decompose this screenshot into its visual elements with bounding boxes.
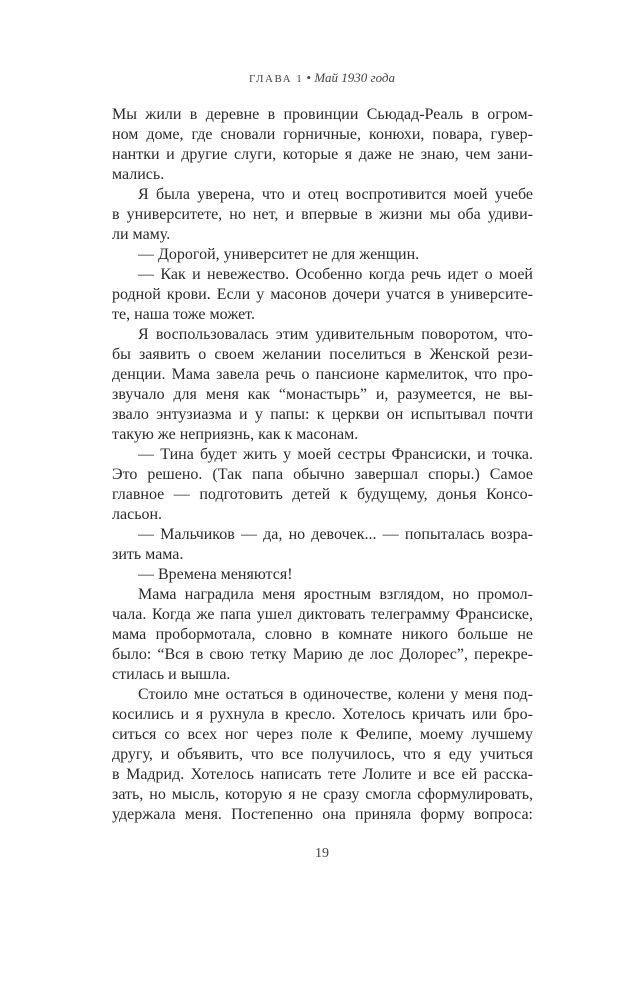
text-line: было: “Вся в свою тетку Марию де лос Долорес”, перекре-	[112, 646, 533, 663]
text-line: — Времена меняются!	[138, 566, 293, 583]
text-line: Это решено. (Так папа обычно завершал споры.) Самое	[112, 466, 533, 483]
text-line: — Тина будет жить у моей сестры Франсиски, и точка.	[138, 446, 533, 463]
text-line: Мама наградила меня яростным взглядом, но промол-	[138, 586, 533, 603]
text-line: ласьон.	[112, 506, 163, 523]
text-line: удержала меня. Постепенно она приняла форму вопроса:	[112, 806, 533, 823]
text-line: зать, но мысль, которую я не сразу смогла сформулировать,	[112, 786, 533, 803]
text-line: такую же неприязнь, как к масонам.	[112, 426, 359, 443]
text-line: нантки и другие слуги, которые я даже не знаю, чем зани-	[112, 146, 533, 163]
text-line: те, наша тоже может.	[112, 306, 255, 323]
text-line: ли маму.	[112, 226, 171, 243]
text-line: бы заявить о своем желании поселиться в Женской рези-	[112, 346, 533, 363]
chapter-label: ГЛАВА 1	[249, 73, 304, 85]
text-line: — Дорогой, университет не для женщин.	[138, 246, 420, 263]
page-number: 19	[315, 846, 329, 861]
text-line: — Как и невежество. Особенно когда речь идет о моей	[138, 266, 533, 283]
text-line: в университете, но нет, и впервые в жизни мы оба удиви-	[112, 206, 533, 223]
text-line: звучало для меня как “монастырь” и, разумеется, не вы-	[112, 386, 533, 403]
chapter-date: Май 1930 года	[314, 70, 395, 85]
text-line: ном доме, где сновали горничные, конюхи, повара, гувер-	[112, 126, 533, 143]
text-line: Я была уверена, что и отец воспротивится моей учебе	[138, 186, 533, 203]
text-line: ситься со всех ног через поле к Фелипе, моему лучшему	[112, 726, 533, 743]
text-line: другу, и объявить, что все получилось, что я еду учиться	[112, 746, 533, 763]
text-line: главное — подготовить детей к будущему, донья Консо-	[112, 486, 533, 503]
text-line: Стоило мне остаться в одиночестве, колени у меня под-	[138, 686, 533, 703]
text-line: родной крови. Если у масонов дочери учатся в университе-	[112, 286, 533, 303]
text-line: — Мальчиков — да, но девочек... — попыталась возра-	[138, 526, 533, 543]
text-line: стилась и вышла.	[112, 666, 231, 683]
text-line: денции. Мама завела речь о пансионе кармелиток, что про-	[112, 366, 533, 383]
running-header	[0, 70, 644, 86]
header-bullet: •	[306, 70, 312, 85]
body-text	[112, 105, 533, 825]
text-line: Мы жили в деревне в провинции Сьюдад-Реаль в огром-	[112, 106, 533, 123]
text-line: звало энтузиазма и у папы: к церкви он испытывал почти	[112, 406, 533, 423]
text-line: косились и я рухнула в кресло. Хотелось кричать или бро-	[112, 706, 533, 723]
text-line: мама пробормотала, словно в комнате никого больше не	[112, 626, 533, 643]
text-line: в Мадрид. Хотелось написать тете Лолите и все ей расска-	[112, 766, 533, 783]
text-line: чала. Когда же папа ушел диктовать телеграмму Франсиске,	[112, 606, 533, 623]
text-line: мались.	[112, 166, 165, 183]
text-line: зить мама.	[112, 546, 184, 563]
text-line: Я воспользовалась этим удивительным поворотом, что-	[138, 326, 533, 343]
